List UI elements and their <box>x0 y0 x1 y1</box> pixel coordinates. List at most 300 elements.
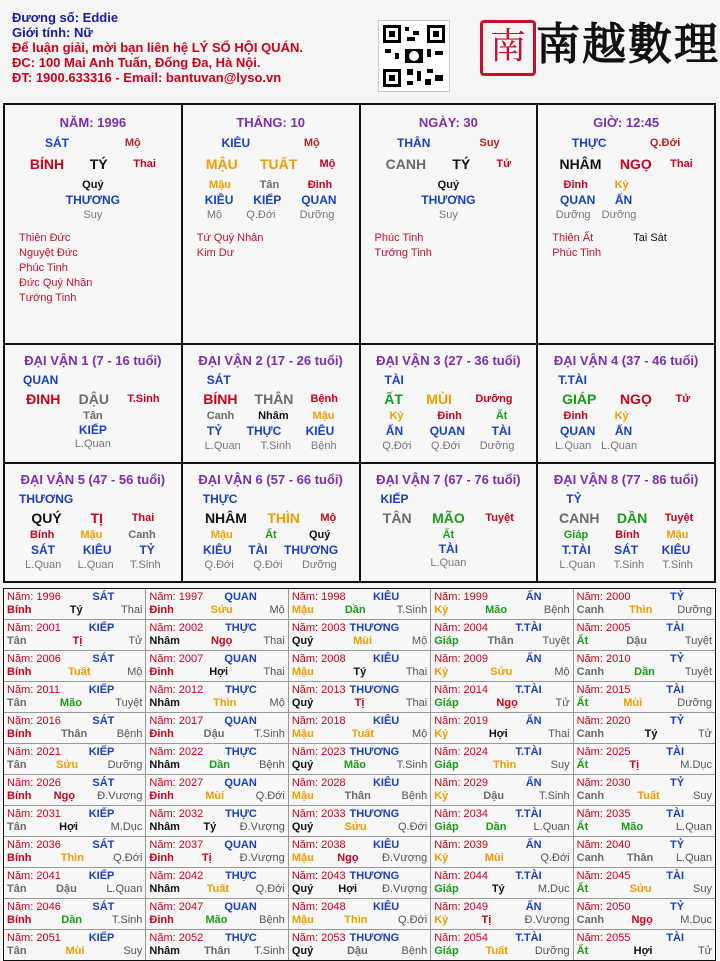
year-label: Năm: 2028 <box>291 777 346 789</box>
year-stem: Đinh <box>149 790 174 802</box>
year-god: T.TÀI <box>515 932 542 944</box>
hidden-god: TỶ <box>206 424 223 438</box>
annual-cell <box>574 899 715 929</box>
year-stage: Tuyệt <box>542 635 570 647</box>
annual-cell <box>4 899 146 929</box>
name-label: Đương số: <box>12 10 80 25</box>
year-label: Năm: 2013 <box>291 684 346 696</box>
year-god: SÁT <box>92 901 115 913</box>
year-branch: Dần <box>61 914 83 926</box>
year-label: Năm: 2025 <box>576 746 631 758</box>
year-branch: Ngọ <box>210 635 233 647</box>
pillar-branch-stage: Mộ <box>319 158 336 170</box>
pillar-title: NĂM: 1996 <box>59 115 127 130</box>
year-branch: Hợi <box>488 728 508 740</box>
dai-van-cell <box>361 345 539 462</box>
year-stage: T.Sinh <box>539 790 570 802</box>
stars-list <box>538 231 714 261</box>
dai-van-cell <box>183 345 361 462</box>
year-stage: Tử <box>697 728 713 740</box>
annual-cell <box>289 620 431 650</box>
annual-table <box>3 588 716 961</box>
annual-cell <box>146 589 288 619</box>
dai-van-stem: GIÁP <box>562 391 597 407</box>
annual-cell <box>4 713 146 743</box>
year-label: Năm: 2040 <box>576 839 631 851</box>
year-stem: Bính <box>7 666 32 678</box>
year-branch: Thân <box>626 852 654 864</box>
hidden-god: KIÊU <box>203 543 232 557</box>
dai-van-branch: MÙI <box>426 391 452 407</box>
hidden-god: TÀI <box>248 543 268 557</box>
hidden-god: THƯƠNG <box>65 193 120 207</box>
dai-van-branch: MÃO <box>432 510 465 526</box>
year-label: Năm: 1998 <box>291 591 346 603</box>
year-branch: Thìn <box>344 914 368 926</box>
year-label: Năm: 2007 <box>149 653 204 665</box>
pillars-row <box>5 105 714 345</box>
hidden-stem: Bính <box>615 529 640 541</box>
year-god: KIÊU <box>372 715 400 727</box>
year-branch: Dậu <box>483 790 505 802</box>
year-branch: Mùi <box>353 635 373 647</box>
annual-cell <box>4 837 146 867</box>
annual-cell <box>4 682 146 712</box>
year-label: Năm: 2029 <box>434 777 489 789</box>
annual-cell <box>574 744 715 774</box>
year-branch: Hợi <box>633 945 653 957</box>
hidden-stage: L.Quan <box>555 440 592 452</box>
hidden-stage: L.Quan <box>559 559 596 571</box>
hidden-god: KIẾP <box>253 193 282 207</box>
year-god: THƯƠNG <box>349 684 400 696</box>
year-stage: Đ.Vượng <box>382 883 428 895</box>
hidden-god: THƯƠNG <box>421 193 476 207</box>
year-stem: Tân <box>7 635 27 647</box>
hidden-god: KIẾP <box>78 423 107 437</box>
year-label: Năm: 2024 <box>434 746 489 758</box>
dai-van-cell <box>538 345 714 462</box>
annual-cell <box>431 651 573 681</box>
year-stem: Ất <box>576 945 589 957</box>
year-stage: Mộ <box>269 604 285 616</box>
year-stage: Dưỡng <box>677 604 713 616</box>
year-stage: Tuyệt <box>684 635 713 647</box>
annual-cell <box>574 651 715 681</box>
annual-cell <box>574 837 715 867</box>
year-god: KIẾP <box>88 746 115 758</box>
year-god: THỰC <box>225 622 257 634</box>
year-stem: Ất <box>576 697 589 709</box>
dai-van-god: THỰC <box>202 492 238 506</box>
annual-cell <box>431 806 573 836</box>
year-stage: Q.Đới <box>398 914 428 926</box>
dai-van-stage: Tử <box>675 393 691 405</box>
year-stem: Giáp <box>434 883 459 895</box>
annual-cell <box>4 868 146 898</box>
year-god: TÀI <box>666 684 685 696</box>
year-label: Năm: 2011 <box>7 684 60 696</box>
hidden-stage: L.Quan <box>25 559 62 571</box>
pillar-month <box>183 105 361 343</box>
year-stem: Đinh <box>149 666 174 678</box>
year-label: Năm: 2001 <box>7 622 61 634</box>
year-label: Năm: 2037 <box>149 839 204 851</box>
year-stage: M.Dục <box>537 883 570 895</box>
year-god: QUAN <box>224 653 257 665</box>
annual-cell <box>289 930 431 960</box>
pillar-top-god: KIÊU <box>221 136 251 150</box>
year-god: TỶ <box>669 591 685 603</box>
star-item: Thiên Đức <box>19 232 71 244</box>
star-item: Tướng Tinh <box>374 247 432 259</box>
year-stage: Q.Đới <box>255 883 285 895</box>
year-branch: Thìn <box>60 852 84 864</box>
year-stage: Đ.Vượng <box>239 821 285 833</box>
hidden-stem: Kỷ <box>389 410 404 422</box>
year-god: TỶ <box>669 715 685 727</box>
year-stem: Canh <box>576 666 605 678</box>
bazi-chart <box>3 103 716 583</box>
annual-cell <box>431 682 573 712</box>
annual-cell <box>431 837 573 867</box>
annual-cell <box>4 620 146 650</box>
year-branch: Thìn <box>629 604 653 616</box>
annual-cell <box>4 775 146 805</box>
year-stem: Canh <box>576 728 605 740</box>
year-branch: Dần <box>209 759 230 771</box>
dai-van-title: ĐẠI VẬN 3 (27 - 36 tuổi) <box>376 353 521 368</box>
year-branch: Sửu <box>56 759 79 771</box>
year-label: Năm: 2012 <box>149 684 204 696</box>
dai-van-stem: ĐINH <box>26 391 61 407</box>
year-stage: Bệnh <box>401 790 428 802</box>
year-branch: Mùi <box>65 945 85 957</box>
hidden-god: KIÊU <box>661 543 691 557</box>
hidden-stage: Q.Đới <box>246 209 276 221</box>
hidden-stem: Quý <box>82 179 104 191</box>
annual-cell <box>4 744 146 774</box>
hidden-stem: Mậu <box>210 529 233 541</box>
year-god: QUAN <box>224 777 257 789</box>
year-stem: Đinh <box>149 604 174 616</box>
year-god: THỰC <box>225 932 257 944</box>
year-stage: Đ.Vượng <box>239 852 285 864</box>
year-branch: Dậu <box>346 945 368 957</box>
year-branch: Tuất <box>485 945 508 957</box>
dai-van-stem: CANH <box>558 510 600 526</box>
hidden-god: THƯƠNG <box>284 543 339 557</box>
year-stem: Nhâm <box>149 821 180 833</box>
hidden-stem: Canh <box>128 529 156 541</box>
year-stem: Nhâm <box>149 635 180 647</box>
hidden-god: KIÊU <box>204 193 234 207</box>
year-god: KIẾP <box>88 870 115 882</box>
star-item-black: Tai Sát <box>633 232 667 244</box>
year-god: T.TÀI <box>515 808 542 820</box>
year-stem: Nhâm <box>149 759 180 771</box>
annual-cell <box>146 899 288 929</box>
year-branch: Tị <box>481 914 492 926</box>
dai-van-god: TÀI <box>384 373 404 387</box>
star-item: Đức Quý Nhân <box>19 277 93 289</box>
year-god: QUAN <box>224 901 257 913</box>
year-label: Năm: 2041 <box>7 870 61 882</box>
year-label: Năm: 2055 <box>576 932 631 944</box>
annual-cell <box>574 775 715 805</box>
year-stem: Kỷ <box>434 728 449 740</box>
year-stage: Tuyệt <box>115 697 143 709</box>
pillar-branch: TÝ <box>452 156 471 172</box>
year-branch: Mùi <box>484 852 504 864</box>
year-stem: Nhâm <box>149 883 180 895</box>
stars-list <box>361 231 537 261</box>
year-god: THƯƠNG <box>349 932 400 944</box>
year-god: THỰC <box>225 746 257 758</box>
year-stem: Giáp <box>434 945 459 957</box>
qr-code-icon <box>378 20 450 92</box>
year-god: TỶ <box>669 653 685 665</box>
year-stem: Giáp <box>434 635 459 647</box>
year-god: KIẾP <box>88 932 115 944</box>
year-branch: Thân <box>203 945 231 957</box>
year-stem: Nhâm <box>149 945 180 957</box>
year-branch: Tuất <box>68 666 91 678</box>
year-label: Năm: 2032 <box>149 808 204 820</box>
annual-cell <box>431 775 573 805</box>
year-stem: Bính <box>7 728 32 740</box>
hidden-stem: Kỷ <box>614 410 629 422</box>
annual-cell <box>289 651 431 681</box>
year-branch: Thìn <box>213 697 237 709</box>
star-item: Phúc Tinh <box>374 232 424 244</box>
year-god: SÁT <box>92 591 115 603</box>
year-label: Năm: 2027 <box>149 777 204 789</box>
year-branch: Mùi <box>205 790 225 802</box>
annual-cell <box>289 775 431 805</box>
year-label: Năm: 2014 <box>434 684 489 696</box>
year-stage: Suy <box>123 945 143 957</box>
hidden-stage: Dưỡng <box>301 559 337 571</box>
pillar-branch-stage: Thai <box>670 158 693 170</box>
year-stage: Đ.Vượng <box>524 914 570 926</box>
dai-van-cell <box>5 464 183 581</box>
hidden-stem: Mậu <box>80 529 103 541</box>
year-branch: Hợi <box>338 883 358 895</box>
pillar-year <box>5 105 183 343</box>
year-branch: Tuất <box>351 728 375 740</box>
year-stage: Suy <box>550 759 570 771</box>
year-god: ẤN <box>525 901 542 913</box>
year-label: Năm: 2018 <box>291 715 346 727</box>
year-stem: Tân <box>7 697 27 709</box>
year-branch: Mão <box>205 914 228 926</box>
hidden-stem: Ất <box>265 529 277 541</box>
year-branch: Ngọ <box>496 697 518 709</box>
year-stem: Tân <box>7 821 27 833</box>
dai-van-branch: DẬU <box>78 391 109 407</box>
annual-cell <box>146 713 288 743</box>
year-label: Năm: 2047 <box>149 901 204 913</box>
dai-van-branch: TỊ <box>90 510 103 526</box>
year-stage: L.Quan <box>675 852 713 864</box>
pillar-stem: BÍNH <box>29 156 65 172</box>
year-label: Năm: 2051 <box>7 932 61 944</box>
gender-value: Nữ <box>73 25 93 40</box>
annual-cell <box>574 620 715 650</box>
year-god: KIẾP <box>88 622 115 634</box>
annual-row <box>4 775 715 806</box>
year-stem: Mậu <box>291 914 314 926</box>
year-stage: M.Dục <box>680 759 713 771</box>
hidden-stage: L.Quan <box>77 559 114 571</box>
year-stem: Nhâm <box>149 697 180 709</box>
year-god: T.TÀI <box>515 746 542 758</box>
hidden-stage: Dưỡng <box>601 209 637 221</box>
annual-row <box>4 837 715 868</box>
year-stage: Bệnh <box>259 914 285 926</box>
dai-van-title: ĐẠI VẬN 2 (17 - 26 tuổi) <box>198 353 343 368</box>
year-stage: Thai <box>405 666 428 678</box>
name-value: Eddie <box>82 10 119 25</box>
year-label: Năm: 2038 <box>291 839 346 851</box>
hidden-god: T.TÀI <box>561 543 591 557</box>
dai-van-title: ĐẠI VẬN 8 (77 - 86 tuổi) <box>553 472 699 487</box>
year-stage: Bệnh <box>116 728 143 740</box>
year-branch: Tị <box>354 697 365 709</box>
year-stage: Q.Đới <box>113 852 143 864</box>
annual-cell <box>4 930 146 960</box>
hidden-stem: Kỷ <box>614 179 629 191</box>
hidden-god: KIÊU <box>305 424 335 438</box>
year-label: Năm: 2015 <box>576 684 631 696</box>
year-god: SÁT <box>92 839 115 851</box>
annual-cell <box>289 899 431 929</box>
dai-van-stem: BÍNH <box>203 391 238 407</box>
hidden-stem: Quý <box>308 529 331 541</box>
year-stem: Tân <box>7 759 27 771</box>
year-label: Năm: 2033 <box>291 808 346 820</box>
annual-cell <box>431 868 573 898</box>
year-stem: Đinh <box>149 728 174 740</box>
year-label: Năm: 2045 <box>576 870 631 882</box>
year-stem: Đinh <box>149 852 174 864</box>
annual-row <box>4 806 715 837</box>
annual-cell <box>4 806 146 836</box>
year-branch: Tý <box>353 666 367 678</box>
year-god: TÀI <box>666 808 685 820</box>
year-god: THỰC <box>225 870 257 882</box>
year-branch: Ngọ <box>631 914 653 926</box>
hidden-god: ẤN <box>614 193 633 207</box>
year-stage: Mộ <box>554 666 570 678</box>
year-god: QUAN <box>224 715 257 727</box>
year-stage: L.Quan <box>675 821 713 833</box>
hidden-stem: Ất <box>442 529 455 541</box>
year-stage: Bệnh <box>401 945 428 957</box>
year-stem: Quý <box>291 697 314 709</box>
year-stage: Tử <box>128 635 143 647</box>
hidden-stage: Dưỡng <box>479 440 515 452</box>
year-god: KIÊU <box>372 591 400 603</box>
annual-row <box>4 744 715 775</box>
year-god: SÁT <box>92 653 115 665</box>
year-stem: Tân <box>7 883 27 895</box>
pillar-top-stage: Mộ <box>303 137 320 149</box>
pillar-day <box>361 105 539 343</box>
year-stage: L.Quan <box>106 883 143 895</box>
year-stage: Bệnh <box>259 759 285 771</box>
annual-row <box>4 868 715 899</box>
pillar-top-god: SÁT <box>44 136 69 150</box>
year-branch: Mão <box>59 697 82 709</box>
year-stem: Mậu <box>291 852 314 864</box>
hidden-stage: Suy <box>438 209 458 221</box>
year-branch: Tý <box>491 883 505 895</box>
year-stem: Đinh <box>149 914 174 926</box>
pillar-branch-stage: Tử <box>496 158 512 170</box>
dai-van-branch: DẦN <box>616 510 648 526</box>
hidden-stage: Q.Đới <box>253 559 283 571</box>
pillar-branch-stage: Thai <box>133 158 156 170</box>
dai-van-title: ĐẠI VẬN 6 (57 - 66 tuổi) <box>198 472 343 487</box>
pillar-stem: NHÂM <box>559 156 602 172</box>
year-branch: Ngọ <box>53 790 76 802</box>
annual-cell <box>574 806 715 836</box>
annual-row <box>4 651 715 682</box>
year-stem: Ất <box>576 759 589 771</box>
annual-cell <box>289 682 431 712</box>
annual-cell <box>146 620 288 650</box>
year-stem: Quý <box>291 883 314 895</box>
annual-cell <box>431 930 573 960</box>
pillar-title: THÁNG: 10 <box>236 115 305 130</box>
year-label: Năm: 2005 <box>576 622 631 634</box>
year-stage: Dưỡng <box>107 759 143 771</box>
annual-row <box>4 620 715 651</box>
annual-cell <box>574 682 715 712</box>
pillar-branch: NGỌ <box>619 156 652 172</box>
year-god: THỰC <box>225 808 257 820</box>
dai-van-god: QUAN <box>23 373 59 387</box>
year-label: Năm: 1997 <box>149 591 204 603</box>
year-stage: Đ.Vượng <box>97 790 143 802</box>
year-god: TỶ <box>669 839 685 851</box>
hidden-stem: Mậu <box>209 179 232 191</box>
year-stage: Thai <box>263 635 285 647</box>
year-label: Năm: 2003 <box>291 622 346 634</box>
year-label: Năm: 2017 <box>149 715 204 727</box>
year-branch: Mão <box>621 821 644 833</box>
year-branch: Mùi <box>623 697 643 709</box>
hidden-stem: Giáp <box>563 529 589 541</box>
hidden-stem: Ất <box>495 410 508 422</box>
star-item: Thiên Ất <box>552 232 594 244</box>
annual-cell <box>574 868 715 898</box>
annual-cell <box>289 868 431 898</box>
annual-cell <box>289 744 431 774</box>
year-god: KIẾP <box>88 808 115 820</box>
year-branch: Hợi <box>59 821 78 833</box>
dai-van-stage: Bệnh <box>310 393 338 405</box>
stars-list <box>183 231 359 261</box>
year-label: Năm: 2010 <box>576 653 631 665</box>
dai-van-title: ĐẠI VẬN 4 (37 - 46 tuổi) <box>553 353 699 368</box>
year-branch: Tuất <box>206 883 229 895</box>
hidden-god: QUAN <box>301 193 337 207</box>
year-stem: Kỷ <box>434 914 449 926</box>
year-stem: Kỷ <box>434 604 449 616</box>
